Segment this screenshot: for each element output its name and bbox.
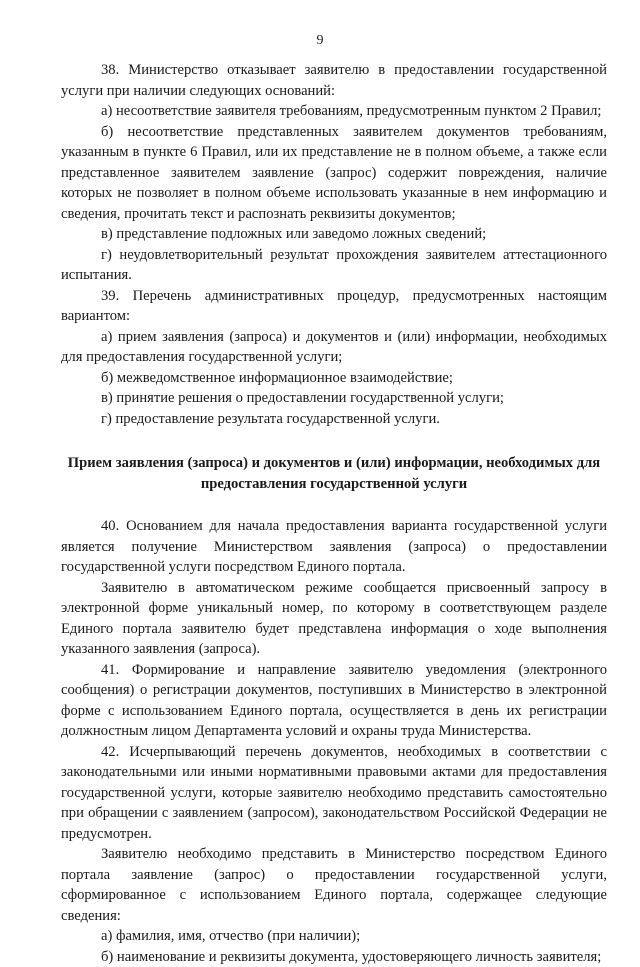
list-item: а) прием заявления (запроса) и документов и (или) информации, необходимых для предоставления государственной услуги; bbox=[61, 327, 607, 368]
list-item: б) наименование и реквизиты документа, удостоверяющего личность заявителя; bbox=[61, 947, 607, 967]
list-item: г) предоставление результата государственной услуги. bbox=[61, 409, 607, 430]
list-item: в) представление подложных или заведомо ложных сведений; bbox=[61, 224, 607, 245]
paragraph: 39. Перечень административных процедур, предусмотренных настоящим вариантом: bbox=[61, 286, 607, 327]
list-item: б) межведомственное информационное взаимодействие; bbox=[61, 368, 607, 389]
list-item: г) неудовлетворительный результат прохождения заявителем аттестационного испытания. bbox=[61, 245, 607, 286]
paragraph: Заявителю необходимо представить в Министерство посредством Единого портала заявление (запрос) о предоставлении государственной услуги, сформированное с использованием Единого портала, содержащее следующие сведения: bbox=[61, 844, 607, 926]
section-heading: Прием заявления (запроса) и документов и (или) информации, необходимых для предоставления государственной услуги bbox=[61, 453, 607, 494]
paragraph: 41. Формирование и направление заявителю уведомления (электронного сообщения) о регистрации документов, поступивших в Министерство в электронной форме с использованием Единого портала, осуществляется в день их регистрации должностным лицом Департамента условий и охраны труда Министерства. bbox=[61, 660, 607, 742]
paragraph: Заявителю в автоматическом режиме сообщается присвоенный запросу в электронной форме уникальный номер, по которому в соответствующем разделе Единого портала заявителю будет представлена информация о ходе выполнения указанного заявления (запроса). bbox=[61, 578, 607, 660]
document-body bbox=[61, 60, 607, 967]
paragraph: 40. Основанием для начала предоставления варианта государственной услуги является получение Министерством заявления (запроса) о предоставлении государственной услуги посредством Единого портала. bbox=[61, 516, 607, 578]
page-number: 9 bbox=[0, 33, 640, 49]
paragraph: 38. Министерство отказывает заявителю в предоставлении государственной услуги при наличии следующих оснований: bbox=[61, 60, 607, 101]
list-item: б) несоответствие представленных заявителем документов требованиям, указанным в пункте 6 Правил, или их представление не в полном объеме, а также если представленное заявителем заявление (запрос) содержит повреждения, наличие которых не позволяет в полном объеме использовать указанные в нем информацию и сведения, прочитать текст и распознать реквизиты документов; bbox=[61, 122, 607, 225]
list-item: в) принятие решения о предоставлении государственной услуги; bbox=[61, 388, 607, 409]
paragraph: 42. Исчерпывающий перечень документов, необходимых в соответствии с законодательными или иными нормативными правовыми актами для предоставления государственной услуги, которые заявителю необходимо представить самостоятельно при обращении с заявлением (запросом), законодательством Российской Федерации не предусмотрен. bbox=[61, 742, 607, 845]
list-item: а) несоответствие заявителя требованиям, предусмотренным пунктом 2 Правил; bbox=[61, 101, 607, 122]
list-item: а) фамилия, имя, отчество (при наличии); bbox=[61, 926, 607, 947]
